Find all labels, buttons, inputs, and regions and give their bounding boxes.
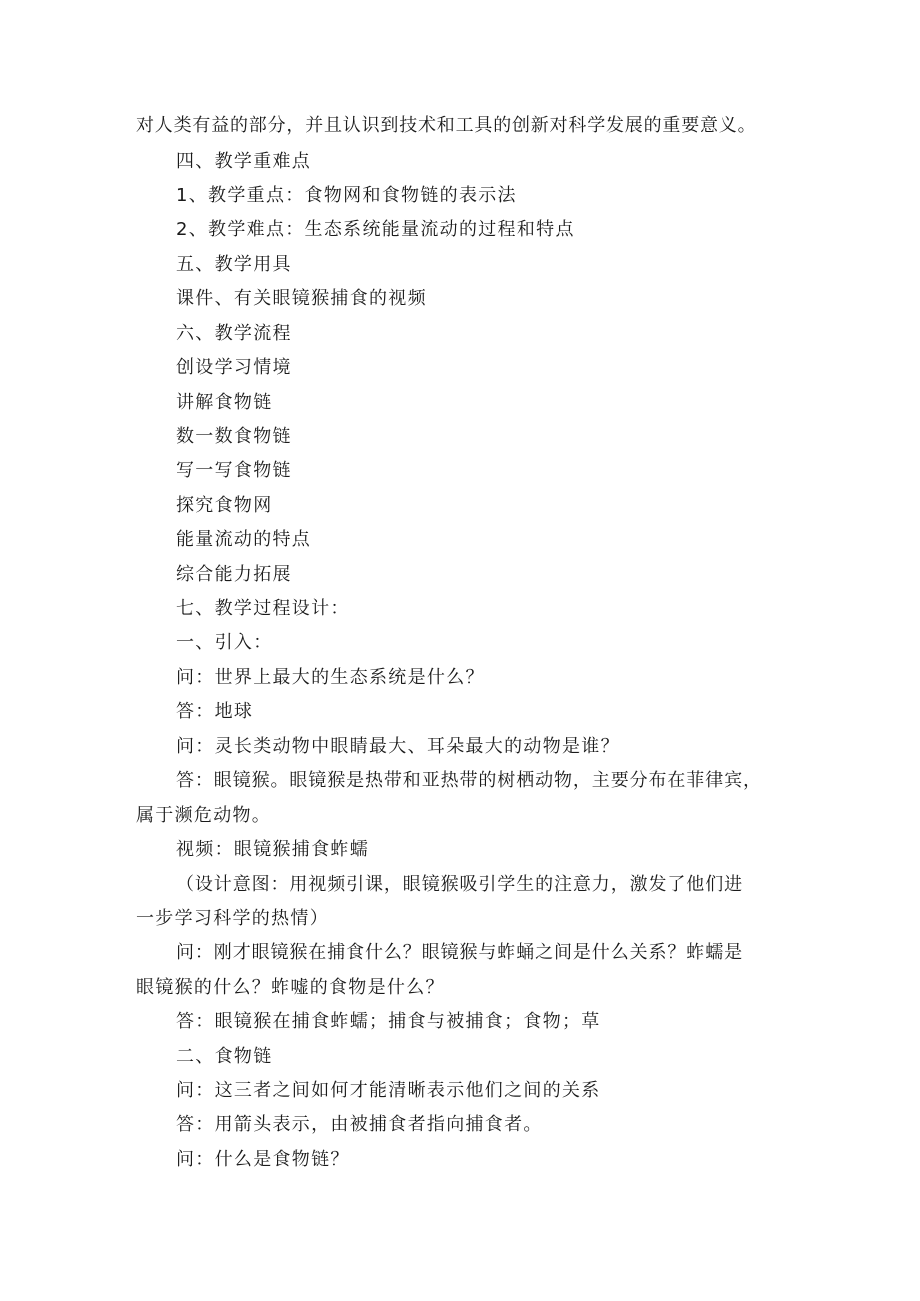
subsection-heading: 二、食物链 [176, 1046, 273, 1067]
question-line: 问：什么是食物链？ [176, 1149, 350, 1170]
list-item: 数一数食物链 [176, 426, 292, 447]
list-item: 写一写食物链 [176, 460, 292, 481]
answer-line: 答：眼镜猴在捕食蚱蠕；捕食与被捕食；食物；草 [176, 1011, 601, 1032]
answer-line-continued: 属于濒危动物。 [136, 805, 272, 826]
question-line-continued: 眼镜猴的什么？蚱嘘的食物是什么？ [136, 977, 445, 998]
text-line: 课件、有关眼镜猴捕食的视频 [176, 288, 427, 309]
text-line: 2、教学难点：生态系统能量流动的过程和特点 [176, 219, 575, 240]
subsection-heading: 一、引入： [176, 632, 273, 653]
question-line: 问：这三者之间如何才能清晰表示他们之间的关系 [176, 1080, 601, 1101]
text-line: 视频：眼镜猴捕食蚱蠕 [176, 839, 369, 860]
answer-line: 答：眼镜猴。眼镜猴是热带和亚热带的树栖动物，主要分布在菲律宾， [176, 770, 762, 791]
section-heading: 六、教学流程 [176, 323, 292, 344]
list-item: 讲解食物链 [176, 392, 273, 413]
section-heading: 五、教学用具 [176, 254, 292, 275]
list-item: 能量流动的特点 [176, 529, 312, 550]
list-item: 综合能力拓展 [176, 564, 292, 585]
question-line: 问：刚才眼镜猴在捕食什么？眼镜猴与蚱蛹之间是什么关系？蚱蠕是 [176, 942, 743, 963]
design-note: （设计意图：用视频引课，眼镜猴吸引学生的注意力，激发了他们进 [176, 874, 743, 895]
answer-line: 答：用箭头表示，由被捕食者指向捕食者。 [176, 1114, 543, 1135]
design-note-continued: 一步学习科学的热情） [136, 908, 329, 929]
text-line: 对人类有益的部分，并且认识到技术和工具的创新对科学发展的重要意义。 [136, 115, 757, 136]
list-item: 探究食物网 [176, 495, 273, 516]
question-line: 问：灵长类动物中眼睛最大、耳朵最大的动物是谁？ [176, 736, 620, 757]
answer-line: 答：地球 [176, 701, 254, 722]
list-item: 创设学习情境 [176, 357, 292, 378]
text-line: 1、教学重点：食物网和食物链的表示法 [176, 185, 517, 206]
question-line: 问：世界上最大的生态系统是什么？ [176, 667, 485, 688]
section-heading: 七、教学过程设计： [176, 598, 350, 619]
section-heading: 四、教学重难点 [176, 151, 312, 172]
